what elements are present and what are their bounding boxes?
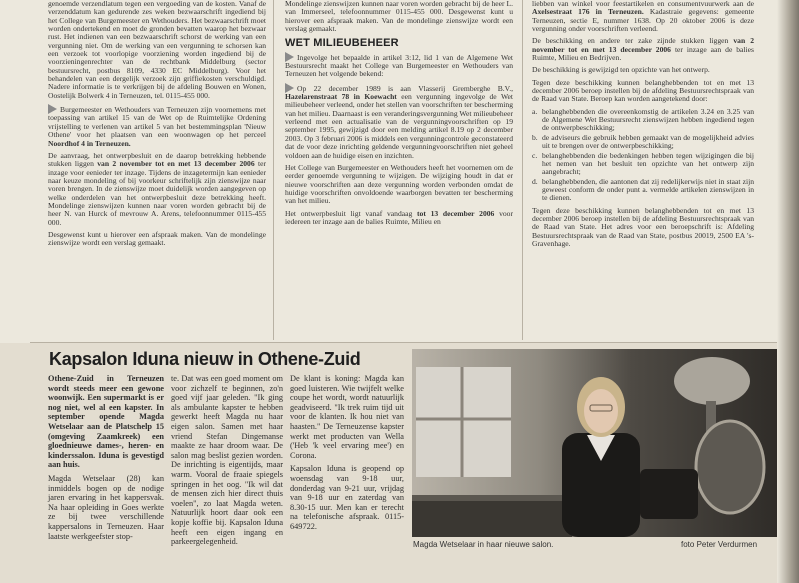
salon-photo — [412, 349, 778, 537]
notice-paragraph: De beschikking en andere ter zake zijnde stukken liggen van 2 november tot en met 13 december 2006 ter inzage aan de balies Ruimte, Milieu en Bedrijven. — [532, 36, 755, 63]
article-column-2 — [171, 374, 283, 549]
notice-paragraph: Op 22 december 1989 is aan Vlasserij Gremberghe B.V., Hazelarenstraat 78 in Koewacht een vergunning ingevolge de Wet milieubeheer verleend, onder het stellen van voorschriften ter bescherming van het milieu. Daarnaast is een veranderingsvergunning Wet milieubeheer verleend met een actualisatie van de vergunningvoorschriften op 19 september 1995, gewijzigd door een melding artikel 8.19 op 2 december 2003. Op 3 februari 2006 is middels een vergunningcontrole geconstateerd dat de voor deze inrichting geldende vergunningvoorschriften niet geheel voldoen aan de huidige eisen en inzichten. — [285, 83, 513, 160]
article-paragraph: te. Dat was een goed moment om voor zichzelf te beginnen, zo'n goed vijf jaar geleden. "Ik ging als ambulante kapster te hebben gewerkt heeft Magda nu haar eigen salon. Samen met haar vriend Stefan Dingemanse maakte ze haar droom waar. De salon mag beslist gezien worden. De inrichting is eigentijds, maar warm. Vooral de fraaie spiegels springen in het oog. "Ik wil dat de mensen zich hier direct thuis voelen", zo laat Magda weten. Natuurlijk hoort daar ook een kopje koffie bij. Kapsalon Iduna heeft een eigen ingang en parkeergelegenheid. — [171, 374, 283, 547]
notice-paragraph: Tegen deze beschikking kunnen belanghebbenden tot en met 13 december 2006 beroep instellen bij de afdeling Bestuursrechtspraak van de Raad van State. Beroep kan worden aangetekend door: — [532, 77, 754, 104]
notice-paragraph: Het College van Burgemeester en Wethouders heeft het voornemen om de eerder genoemde vergunning te wijzigen. De wijziging houdt in dat er nieuwe voorschriften aan deze vergunning worden verbonden omdat de huidige voorschriften onvoldoende waarborgen bevatten ter bescherming van het milieu. — [285, 162, 513, 206]
photo-caption: Magda Wetselaar in haar nieuwe salon. — [413, 540, 554, 549]
notice-paragraph: Ingevolge het bepaalde in artikel 3:12, lid 1 van de Algemene Wet Bestuursrecht maakt het College van Burgemeester en Wethouders van Terneuzen het volgende bekend: — [285, 52, 513, 79]
article-column-1 — [48, 374, 164, 543]
salon-photo-graphic — [412, 349, 778, 537]
notice-paragraph: Desgewenst kunt u hierover een afspraak maken. Van de mondelinge zienswijze wordt een verslag gemaakt. — [48, 229, 266, 248]
notice-column-2 — [285, 0, 513, 230]
article-paragraph: Kapsalon Iduna is geopend op woensdag van 9-18 uur, donderdag van 9-21 uur, vrijdag van 9-18 uur en zaterdag van 8.30-15 uur. Men kan er terecht na telefonische afspraak. 0115-649722. — [290, 464, 404, 531]
appeal-list — [532, 108, 754, 203]
notice-column-3 — [532, 0, 754, 252]
list-item: b. de adviseurs die gebruik hebben gemaakt van de mogelijkheid advies uit te brengen over de ontwerpbeschikking; — [532, 132, 754, 151]
column-divider — [522, 0, 523, 340]
notice-fragment: liebben van winkel voor feestartikelen en consumentvuurwerk aan de Axelsestraat 176 in Terneuzen. Kadastraie gegevens: gemeente Terneuzen, sectie E, nummer 1638. Op 20 oktober 2006 is deze vergunning onder voorschriften verleend. — [532, 0, 754, 34]
notice-paragraph: Burgemeester en Wethouders van Terneuzen zijn voornemens met toepassing van artikel 15 van de Wet op de Ruimtelijke Ordening vrijstelling te verlenen van artikel 5 van het bestemmingsplan 'Nieuw Othene' voor het plaatsen van een woonwagen op het perceel Noordhof 4 in Terneuzen. — [48, 105, 266, 148]
article-column-3 — [290, 374, 404, 534]
notice-paragraph: Tegen deze beschikking kunnen belanghebbenden tot en met 13 december 2006 beroep instellen bij de afdeling Bestuursrechtspraak van de Raad van State. Het adres voor een beroepschrift is: Afdeling Bestuursrechtspraak van de Raad van State, postbus 20019, 2500 EA 's-Gravenhage. — [532, 205, 754, 248]
notice-fragment: Mondelinge zienswijzen kunnen naar voren worden gebracht bij de heer L. van Immerseel, telefoonnummer 0115-455 000. Desgewenst kunt u hierover een afspraak maken. Van de mondelinge zienswijze wordt een verslag gemaakt. — [285, 0, 513, 34]
section-heading: WET MILIEUBEHEER — [285, 37, 399, 50]
notice-fragment: genoemde verzendlatum tegen een vergoeding van de kosten. Vanaf de verzenddatum kan gedurende zes weken bezwaarschrift ingediend bij het College van Burgemeester en Wethouders. Het bezwaarschrift moet worden ondertekend en moet de gronden bevatten waarop het bezwaar rust. Het indienen van een bezwaarschrift schorst de werking van een vergunning niet. Om de werking van een vergunning te schorsen kan een verzoek tot voorlopige voorziening worden ingediend bij de voorzieningenrechter van de rechtbank Middelburg (sector bestuursrecht, postbus 8109, 4330 EC Middelburg). Voor het behandelen van een dergelijk verzoek zijn griffiekosten verschuldigd. Nadere informatie is te verkrijgen bij de afdeling Bouwen en Wonen, Oostelijk Bolwerk 4 in Terneuzen, tel. 0115-455 000. — [48, 0, 266, 100]
section-divider — [30, 342, 778, 343]
article-paragraph: Magda Wetselaar (28) kan inmiddels bogen op de nodige jaren ervaring in het kappersvak. Na haar opleiding in Goes werkte ze bij twee verschillende kappersalons in Terneuzen. Haar laatste werkgeefster stop- — [48, 473, 164, 541]
article-paragraph: De klant is koning: Magda kan goed luisteren. Wie twijfelt welke coupe het wordt, wordt natuurlijk geadviseerd. "Ik trek ruim tijd uit voor de klanten. Ik hou niet van haasten." De Terneuzense kapster werkt met producten van Wella ('Heb 'k veel ervaring mee') en Corona. — [290, 374, 404, 460]
notice-paragraph: De beschikking is gewijzigd ten opzichte van het ontwerp. — [532, 65, 710, 75]
list-item: c. belanghebbenden die bedenkingen hebben tegen wijzigingen die bij het nemen van het besluit ten opzichte van het ontwerp zijn aangebracht; — [532, 150, 754, 177]
list-item: a. belanghebbenden die overeenkomstig de artikelen 3.24 en 3.25 van de Algemene Wet Bestuursrecht zienswijzen hebben ingediend tegen de ontwerpbeschikking; — [532, 106, 754, 133]
notice-paragraph: De aanvraag, het ontwerpbesluit en de daarop betrekking hebbende stukken liggen van 2 november tot en met 13 december 2006 ter inzage voor eenieder ter inzage. Tijdens de inzagetermijn kan eenieder naar keuze mondeling of bij voorkeur schriftelijk zijn zienswijze naar voren brengen. In de zienswijze moet duidelijk worden aangegeven op welke onderdelen van het ontwerpbesluit deze betrekking heeft. Mondelinge zienswijzen kunnen naar voren worden gebracht bij de heer N. van Hurck of mevrouw A. Arens, telefoonnummer 0115-455 000. — [48, 150, 266, 227]
notice-column-1 — [48, 0, 266, 252]
article-lead: Othene-Zuid in Terneuzen wordt steeds meer een gewone woonwijk. Een supermarkt is er nog niet, wel al een kapster. In september opende Magda Wetselaar aan de Platschelp 15 (omgeving Zaamkreek) een gloednieuwe dames-, heren- en kinderssalon. Iduna is gevestigd aan huis. — [48, 374, 164, 470]
page-edge — [777, 0, 799, 583]
article-headline: Kapsalon Iduna nieuw in Othene-Zuid — [49, 349, 361, 369]
list-item: d. belanghebbenden, die aantonen dat zij redelijkerwijs niet in staat zijn geweest conform de onder punt a. vermelde artikelen zienswijzen in te dienen. — [532, 176, 754, 203]
photo-credit: foto Peter Verdurmen — [681, 540, 758, 549]
column-divider — [273, 0, 274, 340]
notice-paragraph: Het ontwerpbesluit ligt vanaf vandaag tot 13 december 2006 voor iedereen ter inzage aan de balies Ruimte, Milieu en — [285, 208, 513, 226]
